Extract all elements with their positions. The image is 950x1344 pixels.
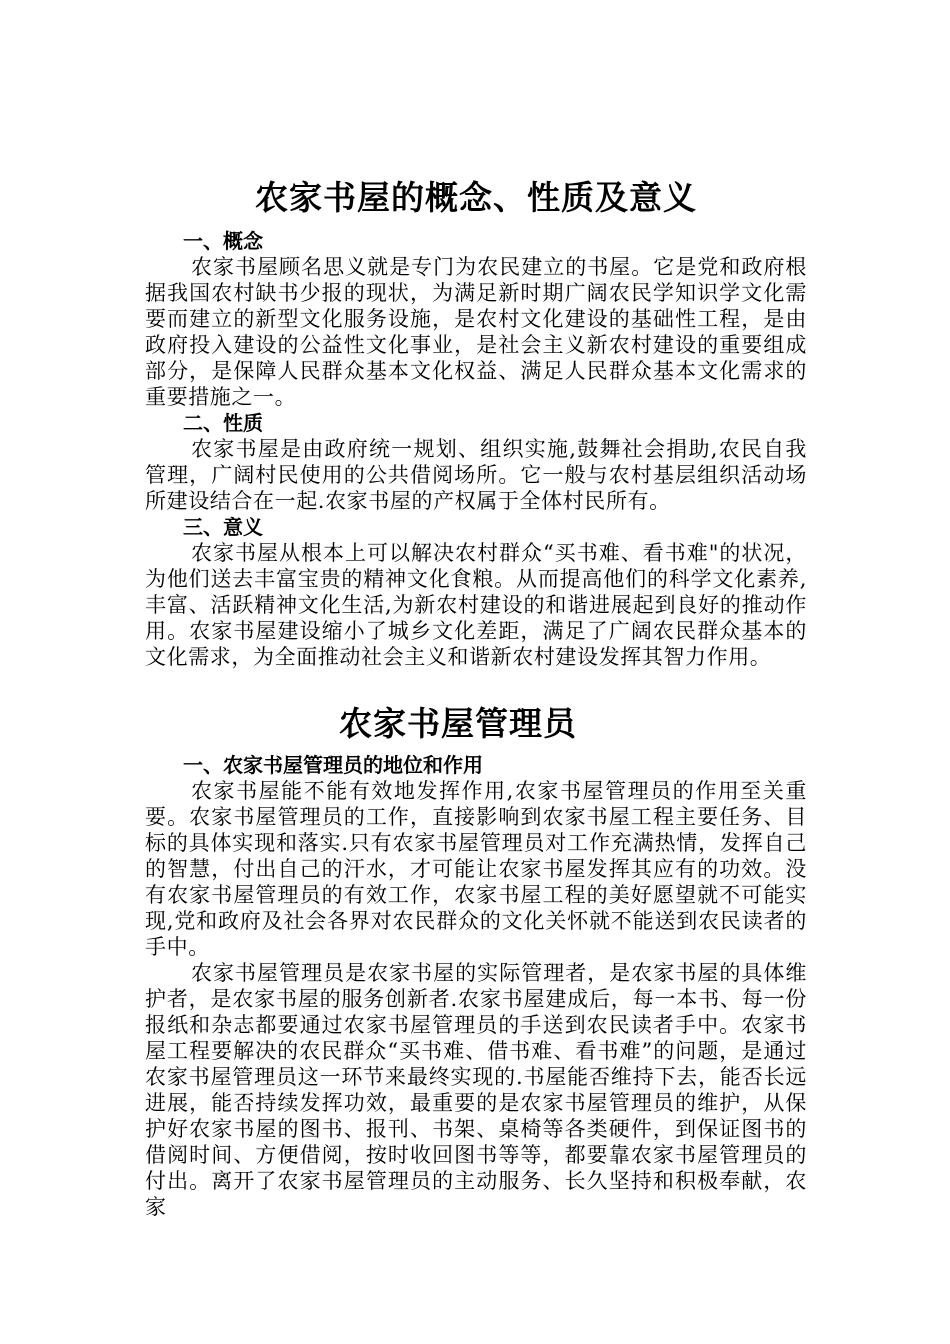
section2-paragraph-role-2: 农家书屋管理员是农家书屋的实际管理者，是农家书屋的具体维护者，是农家书屋的服务创新者.农家书屋建成后，每一本书、每一份报纸和杂志都要通过农家书屋管理员的手送到农民读者手中。农家书屋工程要解决的农民群众“买书难、借书难、看书难”的问题，是通过农家书屋管理员这一环节来最终实现的.书屋能否维持下去，能否长远进展，能否持续发挥功效，最重要的是农家书屋管理员的维护，从保护好农家书屋的图书、报刊、书架、桌椅等各类硬件，到保证图书的借阅时间、方便借阅，按时收回图书等等，都要靠农家书屋管理员的付出。离开了农家书屋管理员的主动服务、长久坚持和积极奉献，农家: [145, 961, 807, 1219]
section1-paragraph-nature: 农家书屋是由政府统一规划、组织实施,鼓舞社会捐助,农民自我管理，广阔村民使用的公共借阅场所。它一般与农村基层组织活动场所建设结合在一起.农家书屋的产权属于全体村民所有。: [145, 437, 807, 513]
section1-heading-significance: 三、意义: [183, 515, 263, 539]
section1-heading-concept: 一、概念: [183, 229, 263, 253]
section2-paragraph-role-1: 农家书屋能不能有效地发挥作用,农家书屋管理员的作用至关重要。农家书屋管理员的工作，直接影响到农家书屋工程主要任务、目标的具体实现和落实.只有农家书屋管理员对工作充满热情，发挥自己的智慧，付出自己的汗水，才可能让农家书屋发挥其应有的功效。没有农家书屋管理员的有效工作，农家书屋工程的美好愿望就不可能实现,党和政府及社会各界对农民群众的文化关怀就不能送到农民读者的手中。: [145, 779, 807, 959]
section1-paragraph-concept: 农家书屋顾名思义就是专门为农民建立的书屋。它是党和政府根据我国农村缺书少报的现状，为满足新时期广阔农民学知识学文化需要而建立的新型文化服务设施，是农村文化建设的基础性工程，是由政府投入建设的公益性文化事业，是社会主义新农村建设的重要组成部分，是保障人民群众基本文化权益、满足人民群众基本文化需求的重要措施之一。: [145, 255, 807, 409]
section1-title: 农家书屋的概念、性质及意义: [255, 178, 697, 217]
section2-heading-role: 一、农家书屋管理员的地位和作用: [183, 753, 483, 777]
section1-paragraph-significance: 农家书屋从根本上可以解决农村群众“买书难、看书难"的状况，为他们送去丰富宝贵的精神文化食粮。从而提高他们的科学文化素养,丰富、活跃精神文化生活,为新农村建设的和谐进展起到良好的推动作用。农家书屋建设缩小了城乡文化差距，满足了广阔农民群众基本的文化需求，为全面推动社会主义和谐新农村建设发挥其智力作用。: [145, 541, 807, 669]
document-page: [145, 168, 807, 1220]
section2-title: 农家书屋管理员: [339, 704, 577, 743]
section1-heading-nature: 二、性质: [183, 411, 263, 435]
